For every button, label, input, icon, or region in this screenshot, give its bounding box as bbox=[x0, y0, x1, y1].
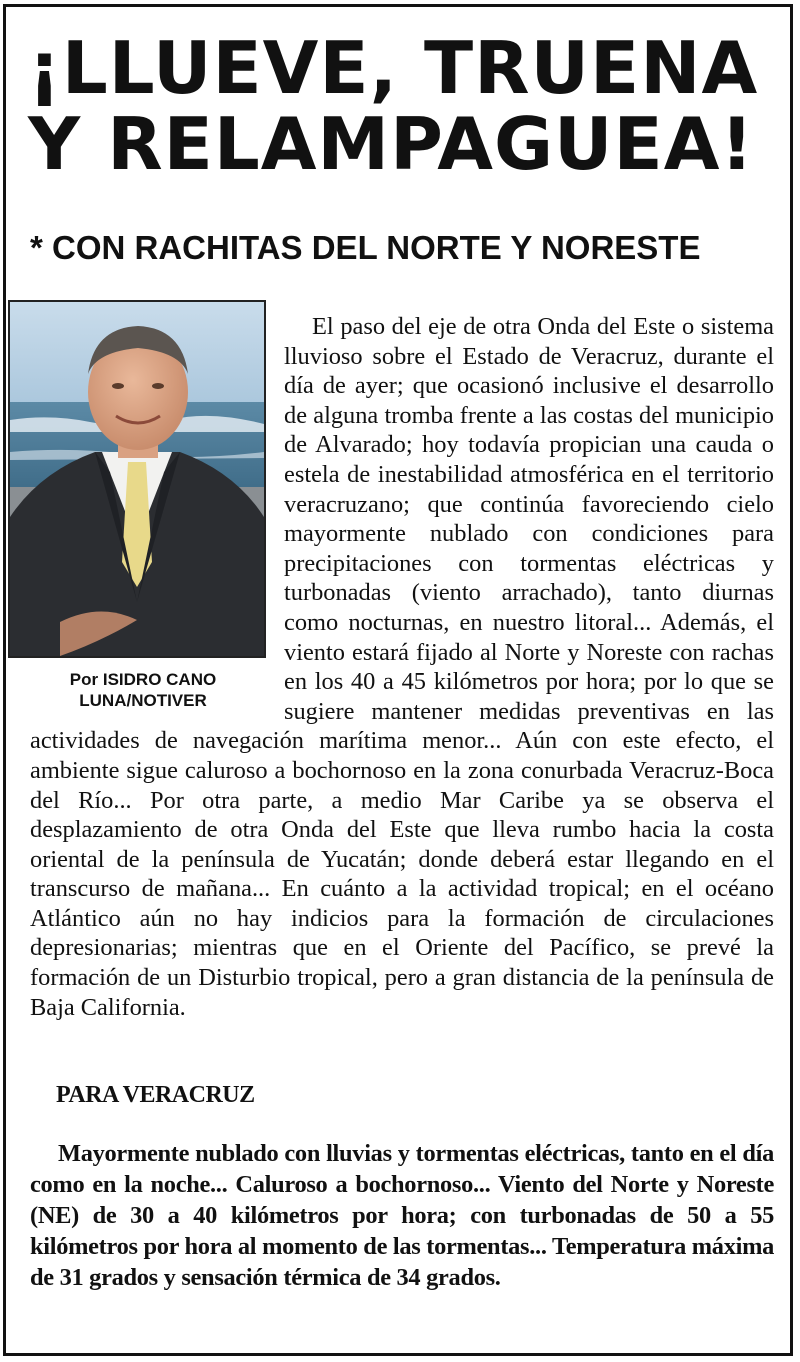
article-body bbox=[30, 312, 774, 1022]
headline bbox=[28, 26, 778, 186]
forecast-section-title: PARA VERACRUZ bbox=[56, 1082, 255, 1108]
byline-line-2: LUNA/NOTIVER bbox=[79, 691, 207, 710]
byline-line-1: Por ISIDRO CANO bbox=[69, 670, 217, 689]
photo-wrap-space bbox=[30, 312, 284, 726]
subheadline: * CON RACHITAS DEL NORTE Y NORESTE bbox=[30, 229, 701, 266]
headline-line-2: Y RELAMPAGUEA! bbox=[28, 102, 755, 186]
headline-line-1: ¡LLUEVE, TRUENA bbox=[28, 26, 759, 110]
forecast-paragraph: Mayormente nublado con lluvias y tormentas eléctricas, tanto en el día como en la noche... Caluroso a bochornoso... Viento del Norte y Noreste (NE) de 30 a 40 kilómetros por hora; con turbonadas de 50 a 55 kilómetros por hora al momento de las tormentas... Temperatura máxima de 31 grados y sensación térmica de 34 grados. bbox=[30, 1140, 774, 1291]
article-paragraph: El paso del eje de otra Onda del Este o sistema lluvioso sobre el Estado de Veracruz, durante el día de ayer; que ocasionó inclusive el desarrollo de alguna tromba frente a las costas del municipio de Alvarado; hoy todavía propician una cauda o estela de inestabilidad atmosférica en el territorio veracruzano; que continúa favoreciendo cielo mayormente nublado con condiciones para precipitaciones con tormentas eléctricas y turbonadas (viento arrachado), tanto diurnas como nocturnas, en nuestro litoral... Además, el viento estará fijado al Norte y Noreste con rachas en los 40 a 45 kilómetros por hora; por lo que se sugiere mantener medidas preventivas en las actividades de navegación marítima menor... Aún con este efecto, el ambiente sigue caluroso a bochornoso en la zona conurbada Veracruz-Boca del Río... Por otra parte, a medio Mar Caribe ya se observa el desplazamiento de otra Onda del Este que lleva rumbo hacia la costa oriental de la península de Yucatán; donde deberá estar llegando en el transcurso de mañana... En cuánto a la actividad tropical; en el océano Atlántico aún no hay indicios para la formación de circulaciones depresionarias; mientras que en el Oriente del Pacífico, se prevé la formación de un Disturbio tropical, pero a gran distancia de la península de Baja California. bbox=[30, 313, 774, 1021]
forecast-text bbox=[30, 1138, 774, 1293]
